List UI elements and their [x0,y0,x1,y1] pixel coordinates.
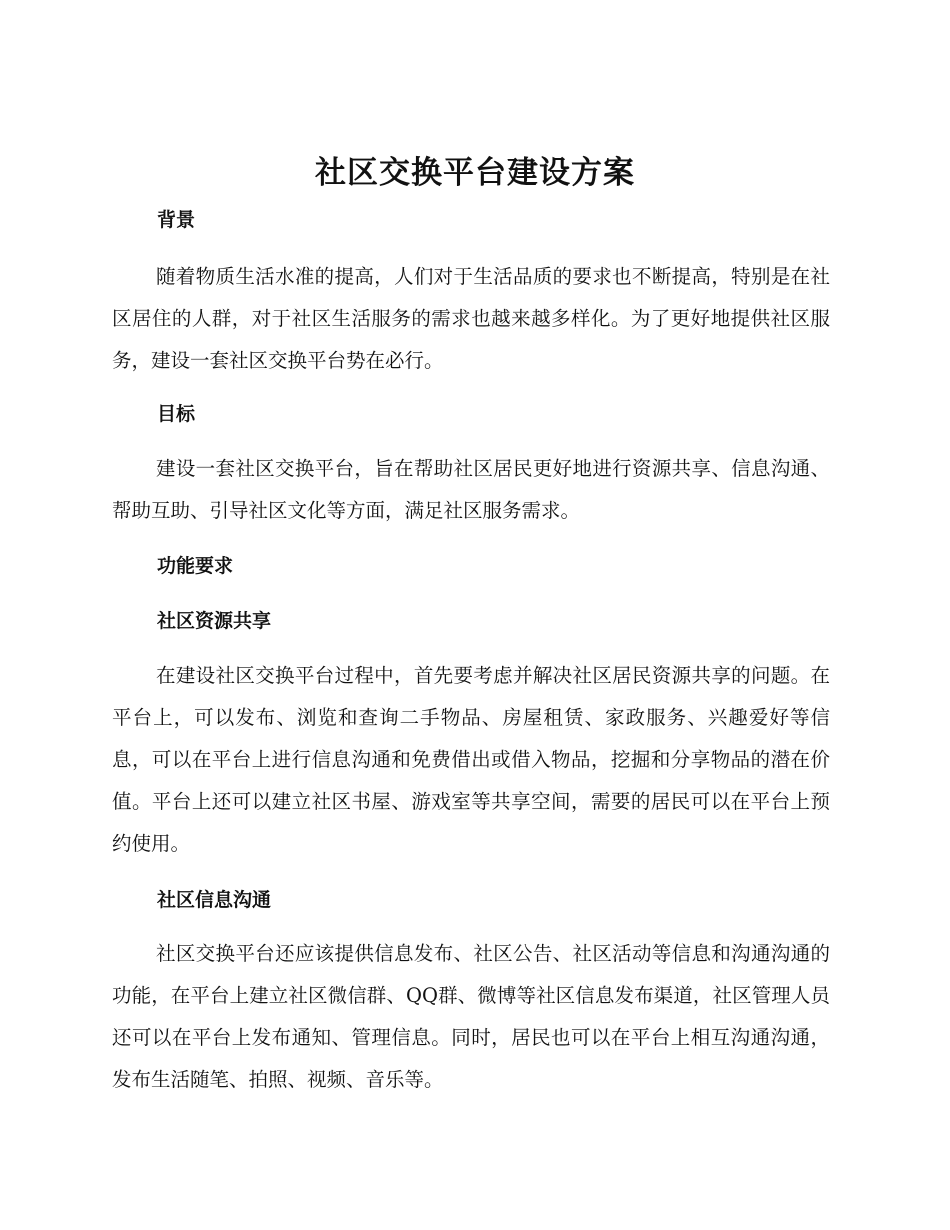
section-paragraph-info-communication: 社区交换平台还应该提供信息发布、社区公告、社区活动等信息和沟通沟通的功能，在平台上建立社区微信群、QQ群、微博等社区信息发布渠道，社区管理人员还可以在平台上发布通知、管理信息。同时，居民也可以在平台上相互沟通沟通，发布生活随笔、拍照、视频、音乐等。 [112,942,830,1091]
section-heading-info-communication: 社区信息沟通 [157,889,272,911]
section-heading-background: 背景 [157,209,196,231]
section-paragraph-goal: 建设一套社区交换平台，旨在帮助社区居民更好地进行资源共享、信息沟通、帮助互助、引导社区文化等方面，满足社区服务需求。 [112,457,830,522]
section-paragraph-background: 随着物质生活水准的提高，人们对于生活品质的要求也不断提高，特别是在社区居住的人群，对于社区生活服务的需求也越来越多样化。为了更好地提供社区服务，建设一套社区交换平台势在必行。 [112,265,830,372]
section-heading-goal: 目标 [157,403,196,425]
section-heading-requirements: 功能要求 [157,555,234,577]
section-heading-resource-sharing: 社区资源共享 [157,610,272,632]
document-title: 社区交换平台建设方案 [315,155,635,191]
section-paragraph-resource-sharing: 在建设社区交换平台过程中，首先要考虑并解决社区居民资源共享的问题。在平台上，可以发布、浏览和查询二手物品、房屋租赁、家政服务、兴趣爱好等信息，可以在平台上进行信息沟通和免费借出或借入物品，挖掘和分享物品的潜在价值。平台上还可以建立社区书屋、游戏室等共享空间，需要的居民可以在平台上预约使用。 [112,664,830,855]
